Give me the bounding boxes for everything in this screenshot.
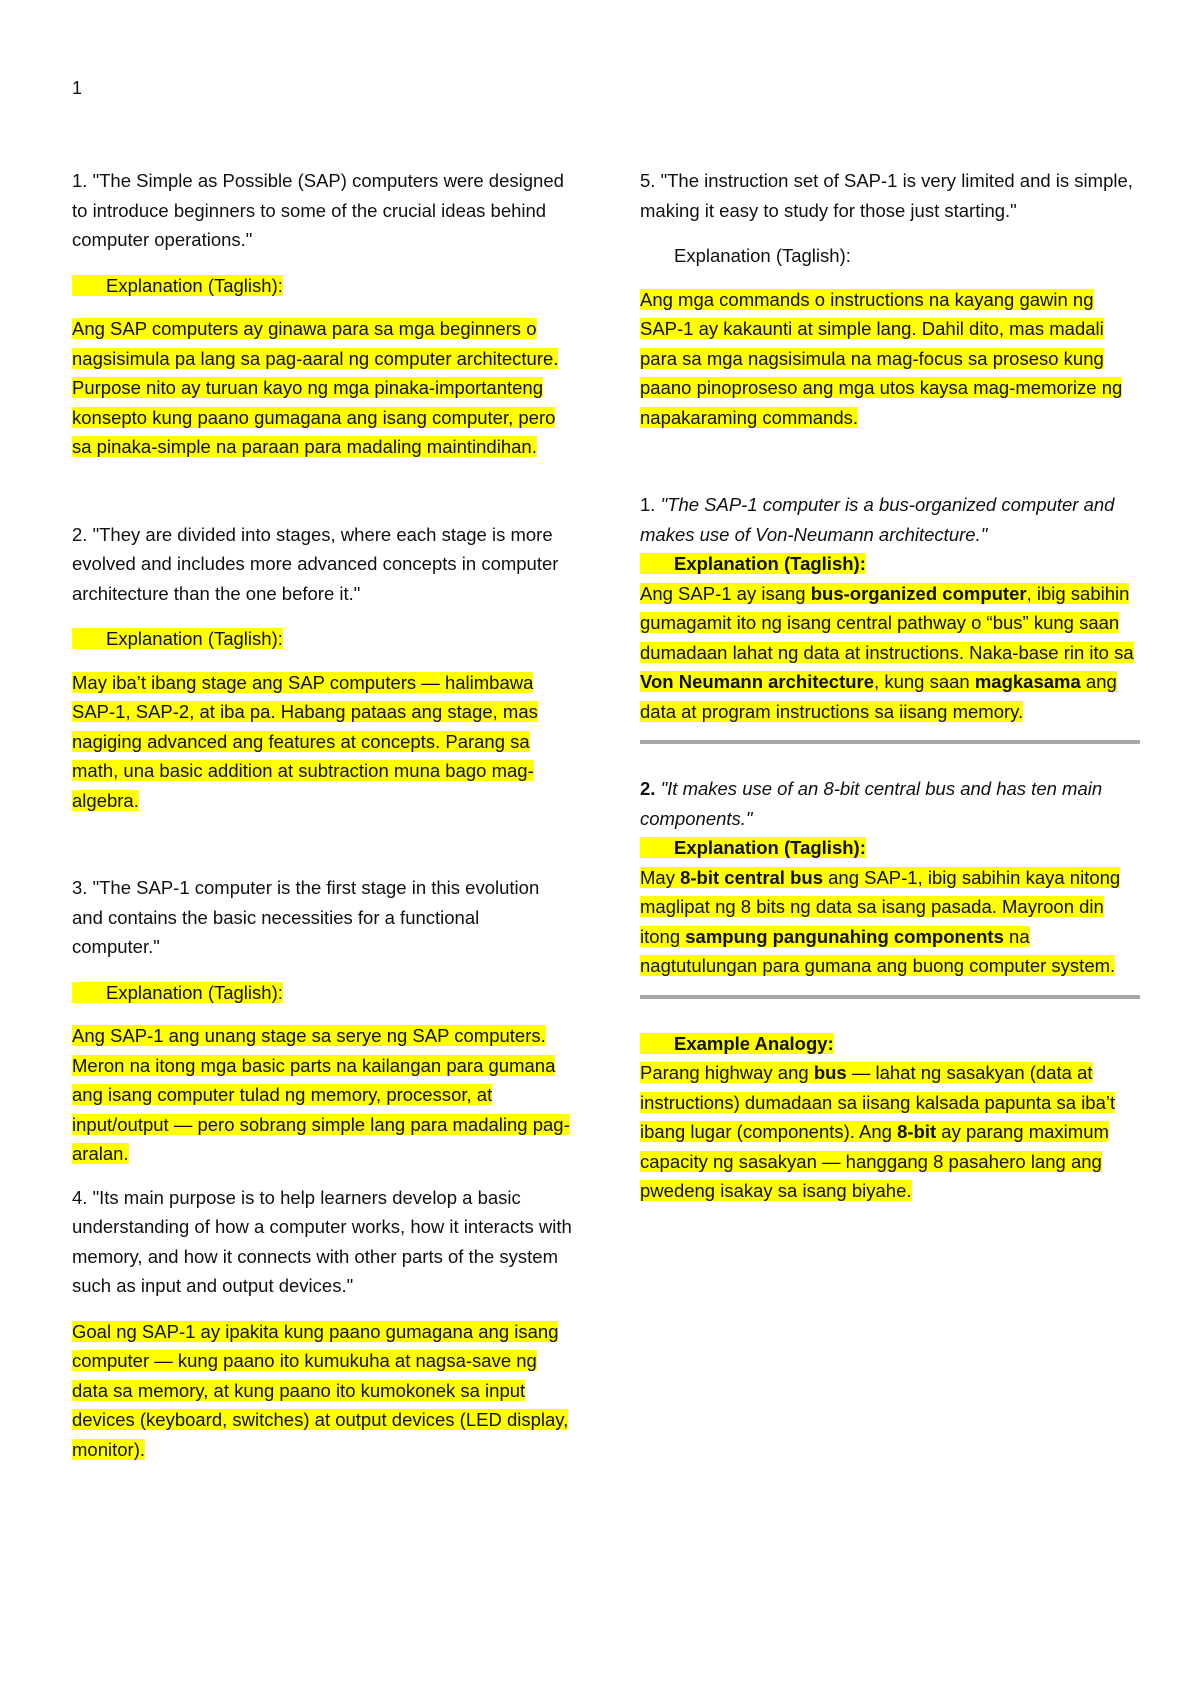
explanation-label-5: Explanation (Taglish): — [674, 245, 851, 266]
explanation-4: Goal ng SAP-1 ay ipakita kung paano gumagana ang isang computer — kung paano ito kumukuha at nagsa-save ng data sa memory, at kung paano ito kumokonek sa input devices (keyboard, switches) at output devices (LED display, monitor). — [72, 1320, 569, 1460]
explanation-5: Ang mga commands o instructions na kayang gawin ng SAP-1 ay kakaunti at simple lang. Dahil dito, mas madali para sa mga nagsisimula na mag-focus sa proseso kung paano pinoproseso ang mga utos kaysa mag-memorize ng napakaraming commands. — [640, 288, 1123, 428]
explanation-label-1: Explanation (Taglish): — [72, 271, 572, 301]
explanation-2: May iba’t ibang stage ang SAP computers — halimbawa SAP-1, SAP-2, at iba pa. Habang pataas ang stage, mas nagiging advanced ang features at concepts. Parang sa math, una basic addition at subtraction muna bago mag-algebra. — [72, 671, 538, 811]
quote-2: 2. "They are divided into stages, where each stage is more evolved and includes more advanced concepts in computer architecture than the one before it." — [72, 523, 559, 604]
bus-point-2-quote: 2. "It makes use of an 8-bit central bus and has ten main components." — [640, 778, 1103, 829]
right-column — [640, 166, 1140, 1206]
explanation-label-3: Explanation (Taglish): — [72, 978, 572, 1008]
page-number: 1 — [72, 78, 83, 98]
bus-point-2-explanation: May 8-bit central bus ang SAP-1, ibig sabihin kaya nitong maglipat ng 8 bits ng data sa isang pasada. Mayroon din itong sampung pangunahing components na nagtutulungan para gumana ang buong computer system. — [640, 866, 1121, 976]
bus-point-2-label: Explanation (Taglish): — [640, 833, 1140, 863]
quote-1: 1. "The Simple as Possible (SAP) computers were designed to introduce beginners to some of the crucial ideas behind computer operations." — [72, 170, 564, 250]
bus-point-1-quote: 1. "The SAP-1 computer is a bus-organized computer and makes use of Von-Neumann architecture." — [640, 494, 1115, 545]
quote-3: 3. "The SAP-1 computer is the first stage in this evolution and contains the basic necessities for a functional computer." — [72, 877, 540, 957]
bus-point-1-label: Explanation (Taglish): — [640, 549, 1140, 579]
quote-4: 4. "Its main purpose is to help learners develop a basic understanding of how a computer works, how it interacts with memory, and how it connects with other parts of the system such as input and output devices." — [72, 1186, 572, 1296]
left-column — [72, 166, 572, 1464]
analogy-text: Parang highway ang bus — lahat ng sasakyan (data at instructions) dumadaan sa iisang kalsada papunta sa iba’t ibang lugar (components). Ang 8-bit ay parang maximum capacity ng sasakyan — hanggang 8 pasahero lang ang pwedeng isakay sa isang biyahe. — [640, 1062, 1116, 1201]
explanation-1: Ang SAP computers ay ginawa para sa mga beginners o nagsisimula pa lang sa pag-aaral ng computer architecture. Purpose nito ay turuan kayo ng mga pinaka-importanteng konsepto kung paano gumagana ang isang computer, pero sa pinaka-simple na paraan para madaling maintindihan. — [72, 318, 559, 457]
bus-point-1-explanation: Ang SAP-1 ay isang bus-organized computer, ibig sabihin gumagamit ito ng isang central pathway o “bus” kung saan dumadaan lahat ng data at instructions. Naka-base rin ito sa Von Neumann architecture, kung saan magkasama ang data at program instructions sa iisang memory. — [640, 582, 1134, 722]
explanation-3: Ang SAP-1 ang unang stage sa serye ng SAP computers. Meron na itong mga basic parts na kailangan para gumana ang isang computer tulad ng memory, processor, at input/output — pero sobrang simple lang para madaling pag-aralan. — [72, 1025, 570, 1164]
analogy-label: Example Analogy: — [640, 1029, 1140, 1059]
explanation-label-2: Explanation (Taglish): — [72, 624, 572, 654]
quote-5: 5. "The instruction set of SAP-1 is very limited and is simple, making it easy to study for those just starting." — [640, 170, 1133, 221]
